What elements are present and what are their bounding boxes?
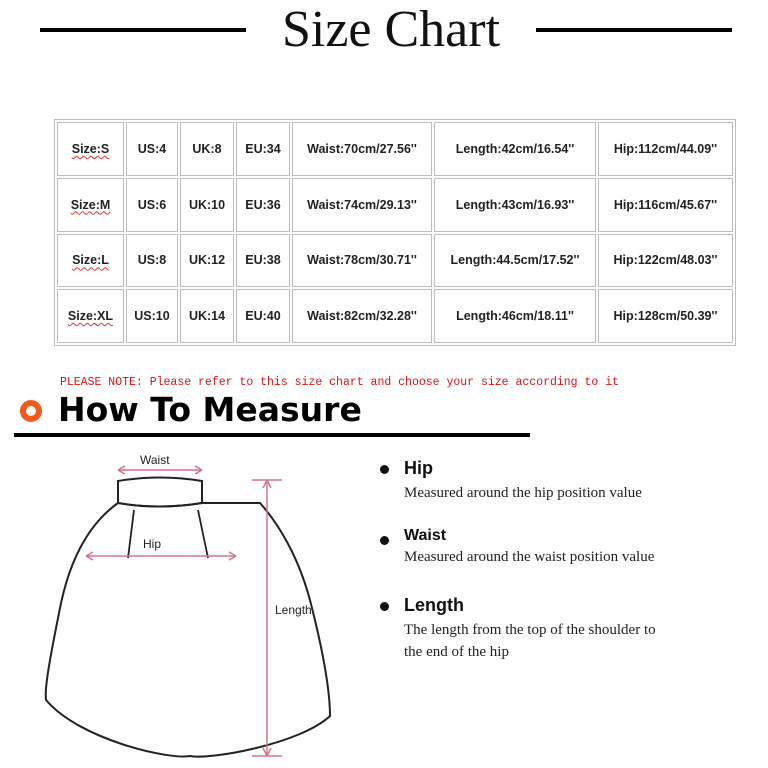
bullet-icon	[380, 536, 389, 545]
table-cell-size: Size:XL	[57, 289, 124, 343]
waist-diagram-label: Waist	[140, 453, 170, 467]
table-cell-waist: Waist:82cm/32.28''	[292, 289, 432, 343]
length-diagram-label: Length	[275, 603, 312, 617]
skirt-body	[46, 503, 330, 757]
table-cell-eu: EU:40	[236, 289, 290, 343]
measure-item-description: the end of the hip	[404, 644, 509, 660]
table-cell-eu: EU:34	[236, 122, 290, 176]
skirt-waistband	[118, 478, 202, 507]
table-cell-uk: UK:8	[180, 122, 234, 176]
size-chart-header	[0, 0, 768, 64]
table-cell-hip: Hip:122cm/48.03''	[598, 234, 733, 288]
table-cell-eu: EU:36	[236, 178, 290, 232]
measure-item-title: Waist	[404, 527, 447, 544]
measure-item-title: Length	[404, 595, 464, 615]
table-cell-us: US:8	[126, 234, 178, 288]
table-row	[57, 234, 733, 288]
bullet-icon	[380, 465, 389, 474]
hip-diagram-label: Hip	[143, 537, 162, 551]
table-cell-waist: Waist:74cm/29.13''	[292, 178, 432, 232]
skirt-diagram	[30, 448, 350, 764]
table-row	[57, 178, 733, 232]
table-cell-size: Size:S	[57, 122, 124, 176]
table-cell-us: US:10	[126, 289, 178, 343]
skirt-pleat-right	[198, 510, 208, 558]
title-divider-left	[40, 28, 246, 32]
table-cell-uk: UK:10	[180, 178, 234, 232]
table-cell-eu: EU:38	[236, 234, 290, 288]
table-row	[57, 122, 733, 176]
circle-bullet-icon	[18, 398, 44, 424]
measure-item-description: Measured around the hip position value	[404, 485, 642, 501]
measure-item-description: The length from the top of the shoulder to	[404, 622, 656, 638]
title-divider-right	[536, 28, 732, 32]
how-to-measure-underline	[14, 433, 530, 437]
table-cell-us: US:4	[126, 122, 178, 176]
skirt-pleat-left	[128, 510, 134, 558]
table-cell-length: Length:42cm/16.54''	[434, 122, 596, 176]
table-cell-length: Length:44.5cm/17.52''	[434, 234, 596, 288]
size-note: PLEASE NOTE: Please refer to this size chart and choose your size according to it	[60, 376, 619, 389]
table-cell-us: US:6	[126, 178, 178, 232]
table-cell-length: Length:46cm/18.11''	[434, 289, 596, 343]
table-cell-hip: Hip:128cm/50.39''	[598, 289, 733, 343]
table-cell-size: Size:L	[57, 234, 124, 288]
table-cell-size: Size:M	[57, 178, 124, 232]
table-cell-waist: Waist:70cm/27.56''	[292, 122, 432, 176]
table-cell-uk: UK:14	[180, 289, 234, 343]
table-row	[57, 289, 733, 343]
table-cell-hip: Hip:116cm/45.67''	[598, 178, 733, 232]
measure-item-title: Hip	[404, 458, 433, 478]
table-cell-waist: Waist:78cm/30.71''	[292, 234, 432, 288]
table-cell-length: Length:43cm/16.93''	[434, 178, 596, 232]
table-cell-hip: Hip:112cm/44.09''	[598, 122, 733, 176]
table-cell-uk: UK:12	[180, 234, 234, 288]
size-table	[54, 119, 736, 346]
how-to-measure-title: How To Measure	[58, 390, 362, 429]
page-title: Size Chart	[281, 1, 501, 58]
bullet-icon	[380, 602, 389, 611]
measure-item-description: Measured around the waist position value	[404, 549, 655, 565]
